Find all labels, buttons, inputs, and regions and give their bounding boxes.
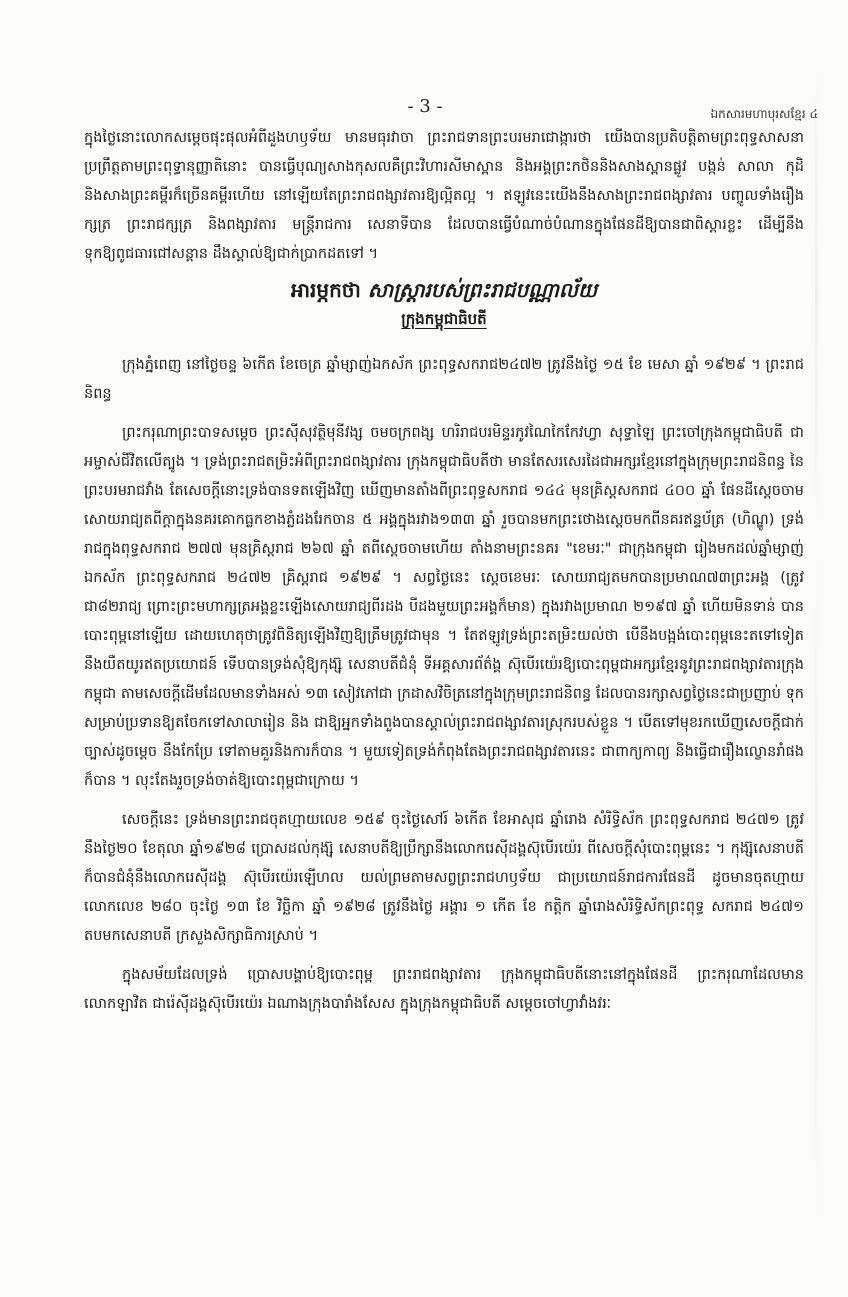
intro-paragraph: ក្នុងថ្ងៃនោះលោកសម្តេចផុះផុលអំពីដួងហឫទ័យ មានមធុរវាចា ព្រះរាជទានព្រះបរមរាជោង្ការថា យើងបានប្រតិបត្តិតាមព្រះពុទ្ធសាសនា ប្រព្រឹត្តតាមព្រះពុទ្ធានុញ្ញាតិនោះ បានធ្វើបុណ្យសាងកុសលគឺព្រះវិហារសីមាស្ពាន និងអង្គព្រះកថិននិងសាងស្ពានផ្លូវ បង្កន់ សាលា កុដិ និងសាងព្រះគម្ពីរក៏ច្រើនគម្ពីរហើយ នៅឡើយតែព្រះរាជពង្សាវតារឱ្យល្អិតល្អ ។ ឥឡូវនេះយើងនឹងសាងព្រះរាជពង្សាវតារ បញ្ចូលទាំងរឿងក្សត្រ ព្រះរាជក្សត្រ និងពង្សាវតារ មន្ត្រីរាជការ សេនាទីបាន ដែលបានធ្វើបំណាច់បំណានក្នុងផែនដីឱ្យបានជាពិស្ដារខ្លះ ដើម្បីនឹងទុកឱ្យពូជធារជៅសន្តាន ដឹងស្គាល់ឱ្យជាក់ប្រាកដតទៅ ។ — [84, 130, 804, 262]
running-head: ឯកសារមហាបុរសខ្មែរ ៤ — [710, 107, 818, 121]
document-subtitle: ក្រុងកម្ពុជាធិបតី — [401, 310, 487, 328]
title-block — [84, 273, 804, 331]
title-prefix: អារម្ភកថា — [291, 278, 361, 302]
paragraph-main: ព្រះករុណាព្រះបាទសម្តេច ព្រះស៊ីសុវត្ថិមុនីវង្ស ចមចក្រពង្ស ហរិរាជបរមិន្ទរភូវណៃកៃកែវហ្វា សុទ្ធាឡៃ ព្រះចៅក្រុងកម្ពុជាធិបតី ជាអម្ចាស់ជីវិតលើត្បូង ។ ទ្រង់ព្រះរាជតម្រិះអំពីព្រះរាជពង្សាវតារ ក្រុងកម្ពុជាធិបតីថា មានតែសរសេរដៃជាអក្សរខ្មែរនៅក្នុងក្រុមព្រះរាជនិពន្ធ នៃព្រះបរមរាជវាំង តែសេចក្តីនោះទ្រង់បានទតឡើងវិញ ឃើញមានតាំងពីព្រះពុទ្ធសករាជ ១៤៤ មុនគ្រិស្តសករាជ ៤០០ ឆ្នាំ ផែនដីស្តេចចាមសោយរាជ្យតពីក្ដាក្នុងនគរគោកធ្លកខាងភ្លំដងរែកចាន ៥ អង្គក្នុងរវាង១៣៣ ឆ្នាំ រួចបានមកព្រះថោងស្តេចមកពីនគរឥន្ទប័ត្រ (ហិណ្ឌូ) ទ្រង់រាជក្នុងពុទ្ធសករាជ ២៧៧ មុនគ្រិស្តរាជ ២៦៧ ឆ្នាំ តពីស្តេចចាមហើយ តាំងនាមព្រះនគរ "ខេមរៈ" ជាក្រុងកម្ពុជា រៀងមកដល់ឆ្នាំម្សាញ់ ឯកស័ក ព្រះពុទ្ធសករាជ ២៤៧២ គ្រិស្តរាជ ១៩២៩ ។ សព្វថ្ងៃនេះ ស្តេចខេមរៈ សោយរាជ្យតមកបានប្រមាណ៧៣ព្រះអង្គ (ត្រូវជា៨២រាជ្យ ព្រោះព្រះមហាក្សត្រអង្គខ្លះឡើងសោយរាជ្យពីរដង បីដងមួយព្រះអង្គក៏មាន) ក្នុងរវាងប្រមាណ ២១៩៧ ឆ្នាំ ហើយមិនទាន់ បានបោះពុម្ពនៅឡើយ ដោយហេតុថាត្រូវពិនិត្យឡើងវិញឱ្យត្រឹមត្រូវជាមុន ។ តែឥឡូវទ្រង់ព្រះតម្រិះយល់ថា បើនឹងបង្អង់បោះពុម្ពនេះតទៅទៀតនឹងយឺតយូរឥតប្រយោជន៍ ទើបបានទ្រង់សុំឱ្យកុង្ស៊ុ សេនាបតីជំនុំ ទីអគ្គសារព័ត៌ង្គ ស៊ុបើរយ៉េរឱ្យបោះពុម្ពជាអក្សរខ្មែរនូវព្រះរាជពង្សាវតារក្រុងកម្ពុជា តាមសេចក្តីដើមដែលមានទាំងអស់ ១៣ សៀវភៅជា ក្រដាសវិចិត្រនៅក្នុងក្រុមព្រះរាជនិពន្ធ ដែលបានរក្សាសព្វថ្ងៃនេះជាប្រញាប់ ទុកសម្រាប់ប្រទានឱ្យតចែកទៅសាលារៀន និង ជាឱ្យអ្នកទាំងពួងបានស្គាល់ព្រះរាជពង្សាវតារស្រុករបស់ខ្លួន ។ បើតទៅមុខរកឃើញសេចក្តីជាក់ច្បាស់ដូចម្តេច នឹងកែប្រែ ទៅតាមគួរនិងការក៏បាន ។ មួយទៀតទ្រង់កំពុងតែងព្រះរាជពង្សាវតារនេះ ជាពាក្យកាព្យ និងធ្វើជារឿងល្ខោនរាំផងក៏បាន ។ លុះតែងរួចទ្រង់ចាត់ឱ្យបោះពុម្ពជាក្រោយ ។ — [84, 425, 804, 789]
paragraph-date: ក្រុងភ្នំពេញ នៅថ្ងៃចន្ទ ៦កើត ខែចេត្រ ឆ្នាំម្សាញ់ឯកស័ក ព្រះពុទ្ធសករាជ២៤៧២ ត្រូវនឹងថ្ងៃ ១៥ ខែ មេសា ឆ្នាំ ១៩២៩ ។ ព្រះរាជនិពន្ធ — [84, 357, 804, 402]
paragraph-closing: ក្នុងសម័យដែលទ្រង់ ប្រោសបង្គាប់ឱ្យបោះពុម្ព ព្រះរាជពង្សាវតារ ក្រុងកម្ពុជាធិបតីនោះនៅក្នុងផែនដី ព្រះករុណាដែលមាន លោកឡាវិត ជារ៉េស៊ីដង្គស៊ុបើរយ៉េរ ឯណាងក្រុងបារាំងសែស ក្នុងក្រុងកម្ពុជាធិបតី សម្តេចចៅហ្វាវាំងវរៈ — [84, 967, 804, 1012]
body-text — [84, 124, 804, 1019]
document-title — [84, 273, 804, 307]
scan-edge-shadow — [815, 60, 818, 1240]
title-emphasis: សាស្ត្រារបស់ព្រះរាជបណ្ណាល័យ — [367, 278, 597, 302]
paragraph-decree: សេចក្តីនេះ ទ្រង់មានព្រះរាជចុតហ្មាយលេខ ១៥៩ ចុះថ្ងៃសៅរ៍ ៦កើត ខែអាសុជ ឆ្នាំរោង សំរិទ្ធិស័ក ព្រះពុទ្ធសករាជ ២៤៧១ ត្រូវនឹងថ្ងៃ២០ ខែតុលា ឆ្នាំ១៩២៨ ប្រោសដល់កុង្ស៊ុ សេនាបតីឱ្យប្រឹក្សានឹងលោករេស៊ីដង្គស៊ុបើរយ៉េរ ពីសេចក្តីសុំបោះពុម្ពនេះ ។ កុង្ស៊ុសេនាបតីក៏បានជំនុំនឹងលោករេស៊ីដង្គ ស៊ុបើរយ៉េរឡើហល យល់ព្រមតាមសព្វព្រះរាជហឫទ័យ ជាប្រយោជន៍រាជការផែនដី ដូចមានចុតហ្មាយលោកលេខ ២៨០ ចុះថ្ងៃ ១៣ ខែ វិច្ឆិកា ឆ្នាំ ១៩២៨ ត្រូវនឹងថ្ងៃ អង្គារ ១ កើត ខែ កត្តិក ឆ្នាំរោងសំរិទ្ធិស័កព្រះពុទ្ធ សករាជ ២៤៧១ តបមកសេនាបតី ក្រសួងសិក្សាធិការស្រាប់ ។ — [84, 812, 804, 944]
page-number: - 3 - — [407, 96, 443, 117]
